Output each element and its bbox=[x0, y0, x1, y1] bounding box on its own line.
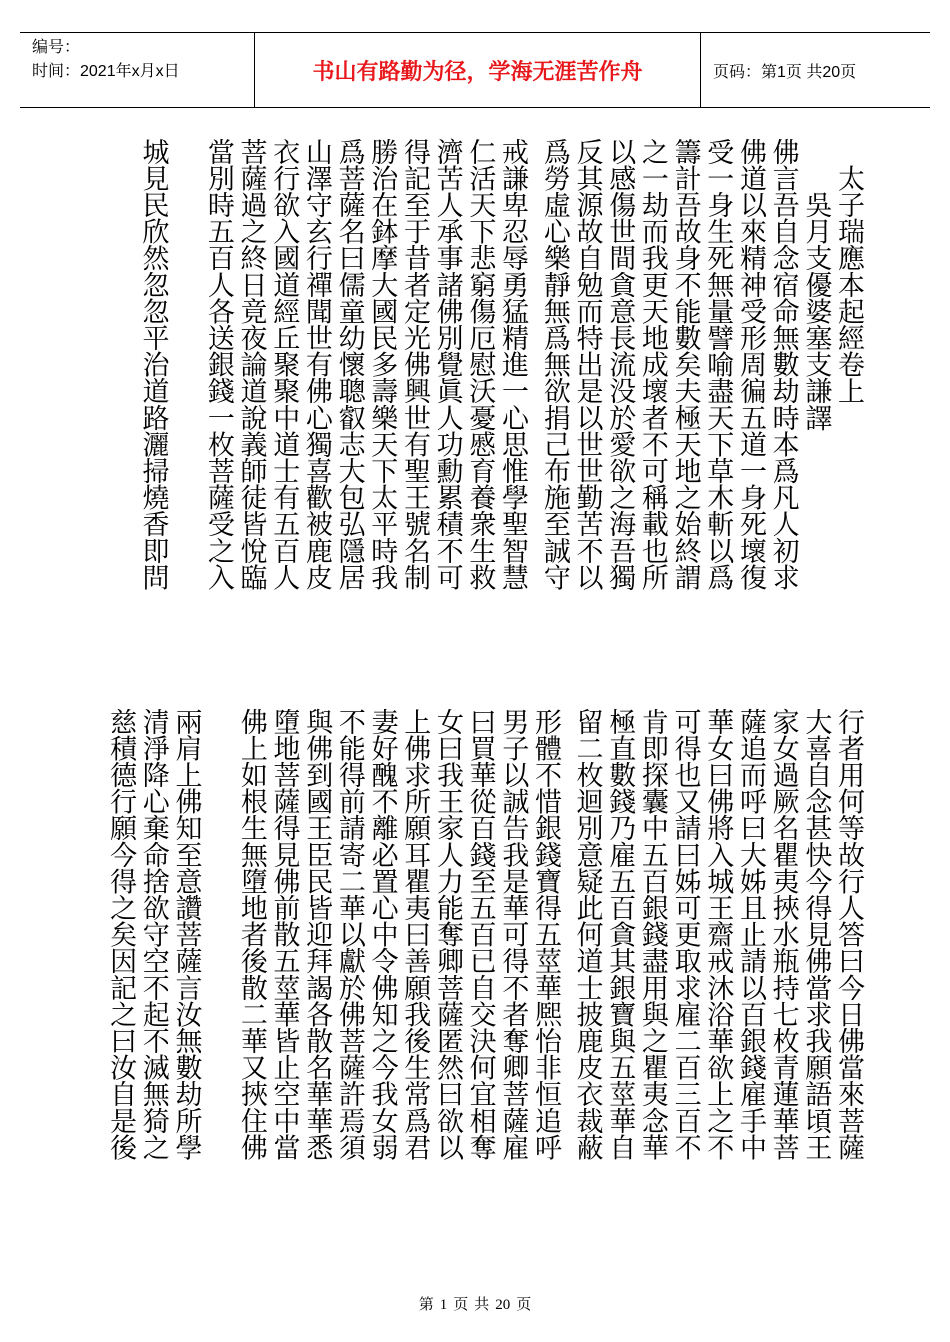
text-column: 受一身生死無量譬喻盡天下草木斬以爲 bbox=[702, 138, 734, 591]
text-column: 可得也又請曰姊可更取求雇二百三百不 bbox=[669, 708, 701, 1161]
header-page-info: 页码：第1页 共20页 bbox=[713, 63, 857, 81]
text-column: 勝治在鉢摩大國民多壽樂天下太平時我 bbox=[366, 138, 398, 591]
text-column: 籌計吾故身不能數矣夫極天地之始終謂 bbox=[669, 138, 701, 591]
text-column: 佛道以來精神受形周徧五道一身死壞復 bbox=[734, 138, 766, 591]
text-column: 濟苦人承事諸佛別覺眞人功勳累積不可 bbox=[431, 138, 463, 591]
text-column: 佛上如根生無墮地者後散二華又挾住佛 bbox=[235, 708, 267, 1161]
text-column: 反其源故自勉而特出是以世世勤苦不以 bbox=[571, 138, 603, 591]
text-column: 極直數錢乃雇五百貪其銀寶與五莖華自 bbox=[604, 708, 636, 1161]
text-column: 清淨降心棄命捨欲守空不起不滅無猗之 bbox=[137, 708, 169, 1161]
text-column: 爲勞虛心樂靜無爲無欲捐己布施至誠守 bbox=[538, 138, 570, 591]
column-gap bbox=[168, 138, 201, 590]
text-column: 山澤守玄行禪聞世有佛心獨喜歡被鹿皮 bbox=[300, 138, 332, 591]
text-block-bottom-left bbox=[103, 708, 561, 1160]
text-column: 太子瑞應本起經卷上 bbox=[833, 138, 864, 405]
text-column: 上佛求所願耳瞿夷曰善願我後生常爲君 bbox=[399, 708, 431, 1161]
page-footer bbox=[0, 1293, 950, 1314]
footer-di: 第 bbox=[418, 1297, 434, 1313]
column-gap bbox=[201, 708, 234, 1160]
header-motto: 书山有路勤为径，学海无涯苦作舟 bbox=[255, 33, 701, 107]
text-column: 男子以誠告我是華可得不者奪卿菩薩雇 bbox=[497, 708, 529, 1161]
text-column: 形體不惜銀錢寶得五莖華熈怡非恒追呼 bbox=[530, 708, 561, 1161]
page-header bbox=[20, 32, 930, 108]
text-column: 以感傷世間貪意長流没於愛欲之海吾獨 bbox=[604, 138, 636, 591]
document-time-label: 时间：2021年x月x日 bbox=[32, 63, 180, 80]
text-column: 吳月支優婆塞支謙譯 bbox=[800, 138, 832, 431]
text-column: 妻好醜不離必置心中令佛知之今我女弱 bbox=[366, 708, 398, 1161]
footer-ye: 页 bbox=[453, 1297, 469, 1313]
text-column: 家女過厥名瞿夷挾水瓶持七枚青蓮華菩 bbox=[767, 708, 799, 1161]
text-block-bottom-right bbox=[570, 708, 864, 1160]
document-number-label: 编号： bbox=[32, 39, 81, 56]
text-column: 之一劫而我更天地成壞者不可稱載也所 bbox=[636, 138, 668, 591]
text-column: 行者用何等故行人答曰今日佛當來菩薩 bbox=[833, 708, 864, 1161]
text-column: 慈積德行願今得之矣因記之曰汝自是後 bbox=[105, 708, 137, 1161]
text-column: 戒謙卑忍辱勇猛精進一心思惟學聖智慧 bbox=[497, 138, 528, 591]
text-column: 不能得前請寄二華以獻於佛菩薩許焉須 bbox=[333, 708, 365, 1161]
text-column: 與佛到國王臣民皆迎拜謁各散名華華悉 bbox=[301, 708, 333, 1161]
text-column: 留二枚迴別意疑此何道士披鹿皮衣裁蔽 bbox=[571, 708, 603, 1161]
text-block-top-right bbox=[537, 138, 864, 590]
text-column: 菩薩過之終日竟夜論道說義師徒皆悅臨 bbox=[235, 138, 267, 591]
text-column: 兩肩上佛知至意讚菩薩言汝無數劫所學 bbox=[170, 708, 202, 1161]
footer-gong: 共 bbox=[474, 1297, 490, 1313]
text-column: 女曰我王家人力能奪卿菩薩匿然曰欲以 bbox=[431, 708, 463, 1161]
text-column: 城見民欣然忽忽平治道路灑掃燒香即問 bbox=[137, 138, 169, 591]
text-column: 華女曰佛將入城王齋戒沐浴華欲上之不 bbox=[702, 708, 734, 1161]
text-column: 當別時五百人各送銀錢一枚菩薩受之入 bbox=[202, 138, 234, 591]
text-column: 得記至于昔者定光佛興世有聖王號名制 bbox=[398, 138, 430, 591]
text-column: 曰買華從百錢至五百已自交決何宜相奪 bbox=[464, 708, 496, 1161]
text-column: 薩追而呼曰大姊且止請以百銀錢雇手中 bbox=[734, 708, 766, 1161]
footer-total-pages: 20 bbox=[495, 1297, 511, 1313]
footer-ye2: 页 bbox=[516, 1297, 532, 1313]
header-meta bbox=[20, 33, 255, 107]
text-column: 肯即探囊中五百銀錢盡用與之瞿夷念華 bbox=[636, 708, 668, 1161]
text-column: 墮地菩薩得見佛前散五莖華皆止空中當 bbox=[268, 708, 300, 1161]
text-column: 大喜自念甚快今得見佛當求我願語頃王 bbox=[800, 708, 832, 1161]
footer-page-number: 1 bbox=[439, 1297, 448, 1313]
text-column: 爲菩薩名曰儒童幼懷聰叡志大包弘隱居 bbox=[333, 138, 365, 591]
text-block-top-left bbox=[136, 138, 528, 590]
text-column: 衣行欲入國道經丘聚聚中道士有五百人 bbox=[268, 138, 300, 591]
text-column: 佛言吾自念宿命無數劫時本爲凡人初求 bbox=[767, 138, 799, 591]
text-column: 仁活天下悲窮傷厄慰沃憂慼育養衆生救 bbox=[464, 138, 496, 591]
